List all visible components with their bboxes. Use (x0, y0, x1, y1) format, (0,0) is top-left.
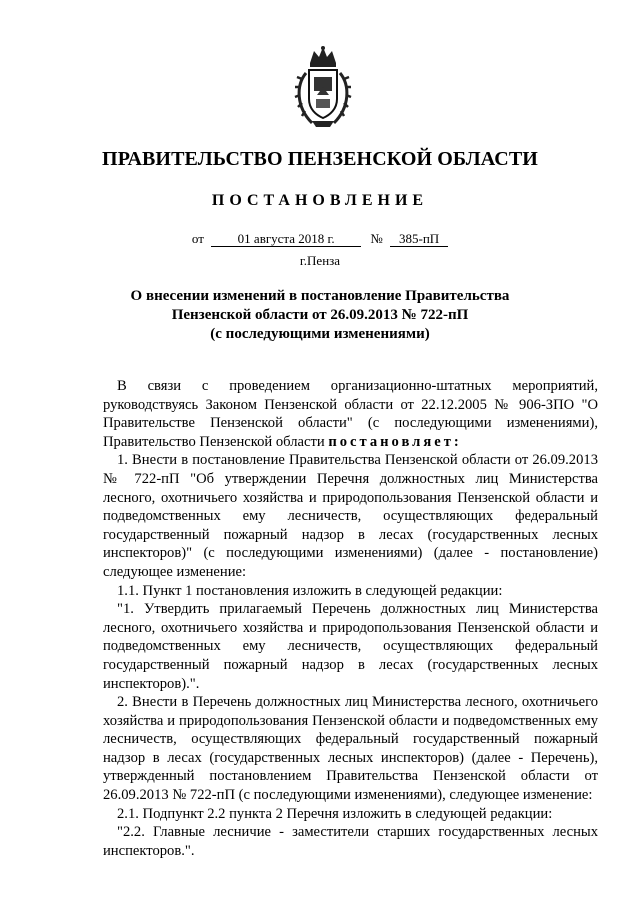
paragraph: "1. Утвердить прилагаемый Перечень должностных лиц Министерства лесного, охотничьего хозяйства и природопользования Пензенской области и подведомственных ему лесничеств, осуществляющих федеральный государственный пожарный надзор в лесах (государственных лесных инспекторов).". (103, 601, 598, 692)
city: г.Пенза (299, 253, 341, 268)
document-date: 01 августа 2018 г. (211, 232, 361, 247)
title-line: О внесении изменений в постановление Правительства (130, 288, 510, 304)
title-line: Пензенской области от 26.09.2013 № 722-пП (171, 307, 469, 323)
date-prefix: от (191, 231, 204, 246)
title-line: (с последующими изменениями) (210, 326, 430, 342)
paragraph: 1.1. Пункт 1 постановления изложить в следующей редакции: (117, 582, 503, 599)
paragraph: 2. Внести в Перечень должностных лиц Министерства лесного, охотничьего хозяйства и природопользования Пензенской области и подведомственных ему лесничеств, осуществляющих федеральный государственный пожарный надзор в лесах (государственных лесных инспекторов) (далее - Перечень), утвержденный постановлением Правительства Пензенской области от 26.09.2013 № 722-пП (с последующими изменениями), следующее изменение: (103, 694, 598, 804)
date-number-line (0, 231, 640, 247)
paragraph: "2.2. Главные лесничие - заместители старших государственных лесных инспекторов.". (103, 824, 598, 859)
coat-of-arms-icon (292, 45, 354, 131)
paragraph: 1. Внести в постановление Правительства Пензенской области от 26.09.2013 № 722-пП "Об утверждении Перечня должностных лиц Министерства лесного, охотничьего хозяйства и природопользования Пензенской области и подведомственных ему лесничеств, осуществляющих федеральный государственный пожарный надзор в лесах (государственных лесных инспекторов)" (с последующими изменениями) (далее - постановление) следующее изменение: (103, 452, 598, 580)
paragraph-text: В связи с проведением организационно-штатных мероприятий, руководствуясь Законом Пензенской области от 22.12.2005 № 906-ЗПО "О Правительстве Пензенской области" (с последующими изменениями), Правительство Пензенской области (103, 378, 598, 450)
paragraph (103, 377, 598, 451)
document-body (103, 377, 598, 860)
resolution-keyword: постановляет: (328, 433, 462, 450)
number-prefix: № (370, 231, 383, 246)
document-type: ПОСТАНОВЛЕНИЕ (211, 192, 429, 209)
document-number: 385-пП (390, 232, 448, 247)
document-title (0, 287, 640, 344)
organization-name: ПРАВИТЕЛЬСТВО ПЕНЗЕНСКОЙ ОБЛАСТИ (102, 148, 538, 170)
paragraph: 2.1. Подпункт 2.2 пункта 2 Перечня изложить в следующей редакции: (117, 805, 553, 822)
